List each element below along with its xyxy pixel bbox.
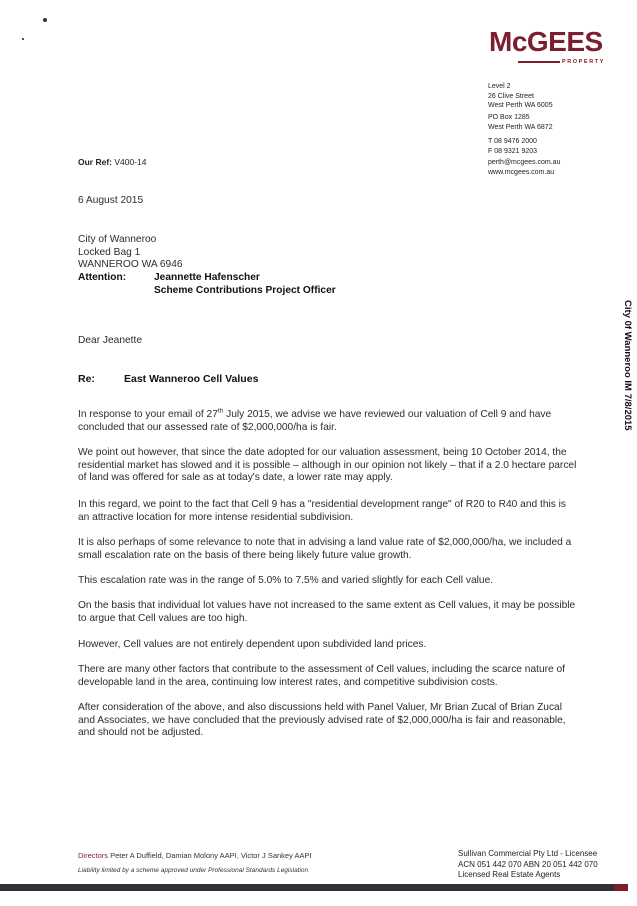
- footer-bar-accent: [614, 884, 628, 891]
- licensee-name: Sullivan Commercial Pty Ltd - Licensee: [458, 849, 598, 858]
- recipient-line: City of Wanneroo: [78, 234, 157, 245]
- our-reference: [78, 157, 147, 167]
- po-box-line: West Perth WA 6872: [488, 123, 553, 131]
- logo-subtitle: PROPERTY: [561, 59, 605, 65]
- attention-title: Scheme Contributions Project Officer: [154, 285, 336, 296]
- logo-rule: [518, 61, 560, 63]
- paragraph-5: This escalation rate was in the range of 5.0% to 7.5% and varied slightly for each Cell value.: [78, 575, 494, 586]
- address-line: West Perth WA 6005: [488, 102, 553, 109]
- recipient-line: Locked Bag 1: [78, 246, 141, 258]
- letter-date: 6 August 2015: [78, 195, 144, 206]
- salutation: Dear Jeanette: [78, 335, 142, 346]
- paragraph-8: There are many other factors that contribute to the assessment of Cell values, including the scarce nature of developable land in the area, continuing low interest rates, and competitive subdivision costs.: [78, 664, 565, 688]
- paragraph-6: On the basis that individual lot values have not increased to the same extent as Cell values, it may be possible to argue that Cell values are too high.: [78, 600, 576, 624]
- postal-address: [488, 113, 553, 132]
- attention-label: Attention:: [78, 272, 127, 283]
- paragraph-text: In response to your email of 27: [78, 409, 218, 420]
- recipient-line: WANNEROO WA 6946: [78, 259, 183, 270]
- paragraph-3: In this regard, we point to the fact that Cell 9 has a "residential development range" of R20 to R40 and this is an attractive location for more intense residential subdivision.: [78, 499, 567, 523]
- paragraph-text: July 2015, we advise we have reviewed our valuation of Cell 9 and have concluded that our assessed rate of $2,000,000/ha is fair.: [78, 409, 552, 433]
- directors-label: Directors: [78, 851, 109, 860]
- subject-label: Re:: [78, 373, 95, 385]
- company-logo: [489, 28, 609, 66]
- online-contacts: [488, 158, 560, 177]
- address-line: 26 Clive Street: [488, 92, 534, 100]
- attention-block: [78, 272, 260, 283]
- licence-type: Licensed Real Estate Agents: [458, 870, 561, 879]
- logo-subline: [518, 58, 605, 66]
- ordinal-suffix: th: [217, 407, 224, 415]
- directors-names: Peter A Duffield, Damian Molony AAPI, Victor J Sankey AAPI: [110, 851, 312, 860]
- subject-text: East Wanneroo Cell Values: [124, 373, 259, 385]
- footer-bar: [0, 884, 628, 891]
- our-ref-value: V400-14: [114, 157, 147, 167]
- recipient-address: [78, 234, 183, 272]
- paragraph-9: After consideration of the above, and also discussions held with Panel Valuer, Mr Brian Zucal of Brian Zucal and Associates, we have concluded that the previously advised rate of $2,000,000/ha is fair and reasonable, and should not be adjusted.: [78, 702, 566, 738]
- fax-number: F 08 9321 9203: [488, 147, 538, 155]
- licensee-block: [458, 849, 598, 881]
- company-numbers: ACN 051 442 070 ABN 20 051 442 070: [458, 859, 598, 869]
- phone-number: T 08 9476 2000: [488, 138, 537, 145]
- scan-speck: [22, 38, 24, 40]
- po-box-line: PO Box 1285: [488, 114, 530, 121]
- paragraph-1: [78, 409, 578, 434]
- logo-wordmark: McGEES: [489, 26, 603, 57]
- scan-speck: [43, 18, 47, 22]
- subject-line: [78, 373, 258, 385]
- paragraph-2: We point out however, that since the date adopted for our valuation assessment, being 10 October 2014, the residential market has slowed and it is possible – although in our opinion not likely – that if a 2.0 hectare parcel of land was offered for sale as at today's date, a lower rate may apply.: [78, 447, 577, 483]
- our-ref-label: Our Ref:: [78, 157, 112, 167]
- liability-note: Liability limited by a scheme approved under Professional Standards Legislation: [78, 867, 309, 874]
- contact-numbers: [488, 137, 537, 156]
- email-address[interactable]: perth@mcgees.com.au: [488, 159, 561, 166]
- office-address: [488, 82, 553, 111]
- received-stamp: City 0f Wanneroo IM 7/8/2015: [622, 300, 633, 431]
- address-line: Level 2: [488, 83, 511, 90]
- attention-name: Jeannette Hafenscher: [154, 272, 260, 283]
- website-address[interactable]: www.mcgees.com.au: [488, 168, 555, 176]
- directors-line: [78, 851, 312, 860]
- paragraph-4: It is also perhaps of some relevance to note that in advising a land value rate of $2,000,000/ha, we included a small escalation rate on the basis of there being likely future value growth.: [78, 537, 572, 561]
- paragraph-7: However, Cell values are not entirely dependent upon subdivided land prices.: [78, 639, 427, 650]
